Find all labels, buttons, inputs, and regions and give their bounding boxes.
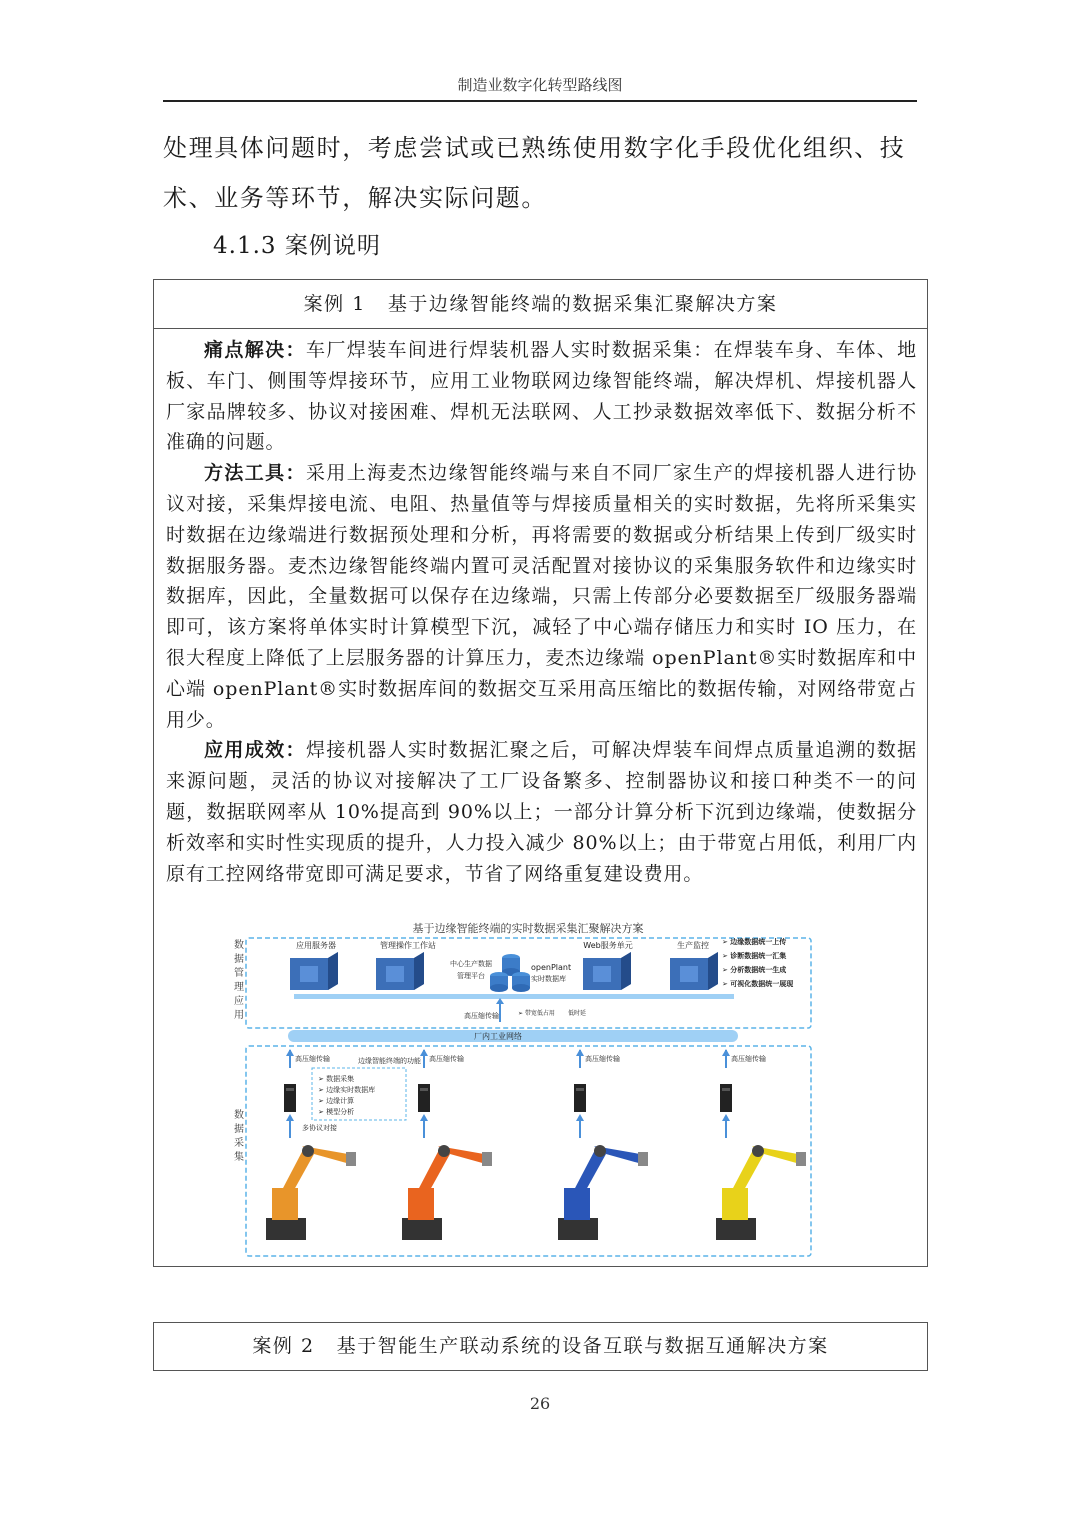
architecture-diagram — [228, 918, 818, 1258]
method-text: 采用上海麦杰边缘智能终端与来自不同厂家生产的焊接机器人进行协议对接，采集焊接电流、电阻、热量值等与焊接质量相关的实时数据，先将所采集实时数据在边缘端进行数据预处理和分析，再将需要的数据或分析结果上传到厂级实时数据服务器。麦杰边缘智能终端内置可灵活配置对接协议的采集服务软件和边缘实时数据库，因此，全量数据可以保存在边缘端，只需上传部分必要数据至厂级服务器端即可，该方案将单体实时计算模型下沉，减轻了中心端存储压力和实时 IO 压力，在很大程度上降低了上层服务器的计算压力，麦杰边缘端 openPlant®实时数据库和中心端 openPlant®实时数据库间的数据交互采用高压缩比的数据传输，对网络带宽占用少。 — [166, 462, 917, 731]
svg-text:管理平台: 管理平台 — [457, 972, 485, 980]
edge-uplink-arrow — [576, 1049, 584, 1056]
openplant-sub: 实时数据库 — [531, 975, 566, 983]
edge-transfer-label: 高压缩传输 — [731, 1055, 766, 1063]
architecture-diagram-svg — [228, 918, 818, 1258]
case-2-title: 基于智能生产联动系统的设备互联与数据互通解决方案 — [336, 1335, 829, 1357]
welding-robot-icon — [266, 1145, 356, 1240]
edge-func-2: ➢ 边缘实时数据库 — [318, 1086, 376, 1094]
case-2-box — [153, 1322, 928, 1371]
workstation-icon — [376, 952, 424, 990]
edge-func-3: ➢ 边缘计算 — [318, 1097, 355, 1105]
intro-paragraph: 处理具体问题时，考虑尝试或已熟练使用数字化手段优化组织、技术、业务等环节，解决实际问题。 — [163, 134, 906, 212]
edge-uplink-arrow — [420, 1049, 428, 1056]
edge-func-title: 边缘智能终端的功能 — [358, 1057, 421, 1065]
method-label: 方法工具： — [204, 462, 306, 485]
center-platform-label: 中心生产数据 — [450, 960, 492, 968]
method-paragraph — [166, 458, 917, 735]
left-label-top-char: 应 — [234, 996, 244, 1007]
left-label-bottom-group — [234, 1108, 244, 1163]
protocol-label: 多协议对接 — [302, 1124, 337, 1132]
running-header: 制造业数字化转型路线图 — [457, 76, 623, 94]
result-text: 焊接机器人实时数据汇聚之后，可解决焊装车间焊点质量追溯的数据来源问题，灵活的协议对接解决了工厂设备繁多、控制器协议和接口种类不一的问题，数据联网率从 10%提高到 90%以上；一部分计算分析下沉到边缘端，使数据分析效率和实时性实现质的提升，人力投入减少 80%以上；由于带宽占用低，利用厂内原有工控网络带宽即可满足要求，节省了网络重复建设费用。 — [166, 739, 917, 885]
left-label-bottom-char: 据 — [234, 1124, 244, 1135]
edge-func-1: ➢ 数据采集 — [318, 1075, 355, 1083]
diagram-title: 基于边缘智能终端的实时数据采集汇聚解决方案 — [412, 922, 644, 935]
pain-paragraph — [166, 335, 917, 458]
left-label-top-char: 理 — [234, 982, 244, 993]
feature-4: ➢ 可视化数据统一展现 — [722, 980, 794, 988]
monitor-server-icon — [670, 952, 718, 990]
page-number: 26 — [529, 1394, 551, 1413]
feature-1: ➢ 边缘数据统一上传 — [722, 938, 787, 946]
header-rule — [163, 100, 917, 102]
result-paragraph — [166, 735, 917, 889]
left-label-top-char: 据 — [234, 954, 244, 965]
pain-label: 痛点解决： — [204, 339, 306, 361]
server-label-2: 管理操作工作站 — [380, 941, 436, 950]
section-heading: 4.1.3 案例说明 — [213, 233, 381, 259]
case-1-title-row — [154, 280, 927, 329]
pain-text: 车厂焊装车间进行焊装机器人实时数据采集：在焊装车身、车体、地板、车门、侧围等焊接环节，应用工业物联网边缘智能终端，解决焊机、焊接机器人厂家品牌较多、协议对接困难、焊机无法联网、人工抄录数据效率低下、数据分析不准确的问题。 — [166, 339, 917, 454]
bandwidth-note-1: ➢ 带宽低占用 — [518, 1010, 555, 1017]
left-label-top-group — [234, 938, 244, 1021]
welding-robot-icon — [402, 1145, 492, 1240]
left-label-top-char: 数 — [234, 940, 244, 951]
edge-transfer-label: 高压缩传输 — [585, 1055, 620, 1063]
case-1-number: 案例 1 — [303, 293, 366, 315]
case-2-title-row — [154, 1323, 927, 1370]
case-2-number: 案例 2 — [252, 1335, 315, 1357]
edge-uplink-arrow — [722, 1049, 730, 1056]
edge-transfer-label: 高压缩传输 — [295, 1055, 330, 1063]
bandwidth-note-2: 低时延 — [568, 1010, 587, 1017]
welding-robot-icon — [558, 1145, 648, 1240]
database-icon — [490, 954, 530, 992]
openplant-label: openPlant — [531, 963, 572, 972]
network-label: 厂内工业网络 — [474, 1032, 522, 1041]
left-label-bottom-char: 采 — [234, 1138, 244, 1149]
edge-transfer-label: 高压缩传输 — [429, 1055, 464, 1063]
management-bus — [294, 994, 734, 999]
case-1-body — [154, 329, 927, 889]
feature-3: ➢ 分析数据统一生成 — [722, 966, 787, 974]
left-label-top-char: 用 — [234, 1010, 244, 1021]
feature-2: ➢ 诊断数据统一汇集 — [722, 952, 787, 960]
server-label-3: Web服务单元 — [583, 941, 633, 950]
transfer-label: 高压缩传输 — [464, 1012, 499, 1020]
case-1-title: 基于边缘智能终端的数据采集汇聚解决方案 — [387, 293, 778, 315]
welding-robot-icon — [716, 1145, 806, 1240]
server-icon — [290, 952, 338, 990]
server-label-1: 应用服务器 — [296, 941, 336, 950]
left-label-bottom-char: 集 — [234, 1152, 244, 1163]
edge-func-4: ➢ 模型分析 — [318, 1108, 355, 1116]
left-label-top-char: 管 — [234, 968, 244, 979]
server-label-4: 生产监控 — [677, 941, 709, 950]
edge-uplink-arrow — [286, 1049, 294, 1056]
left-label-bottom-char: 数 — [234, 1110, 244, 1121]
result-label: 应用成效： — [204, 739, 306, 762]
web-server-icon — [583, 952, 631, 990]
